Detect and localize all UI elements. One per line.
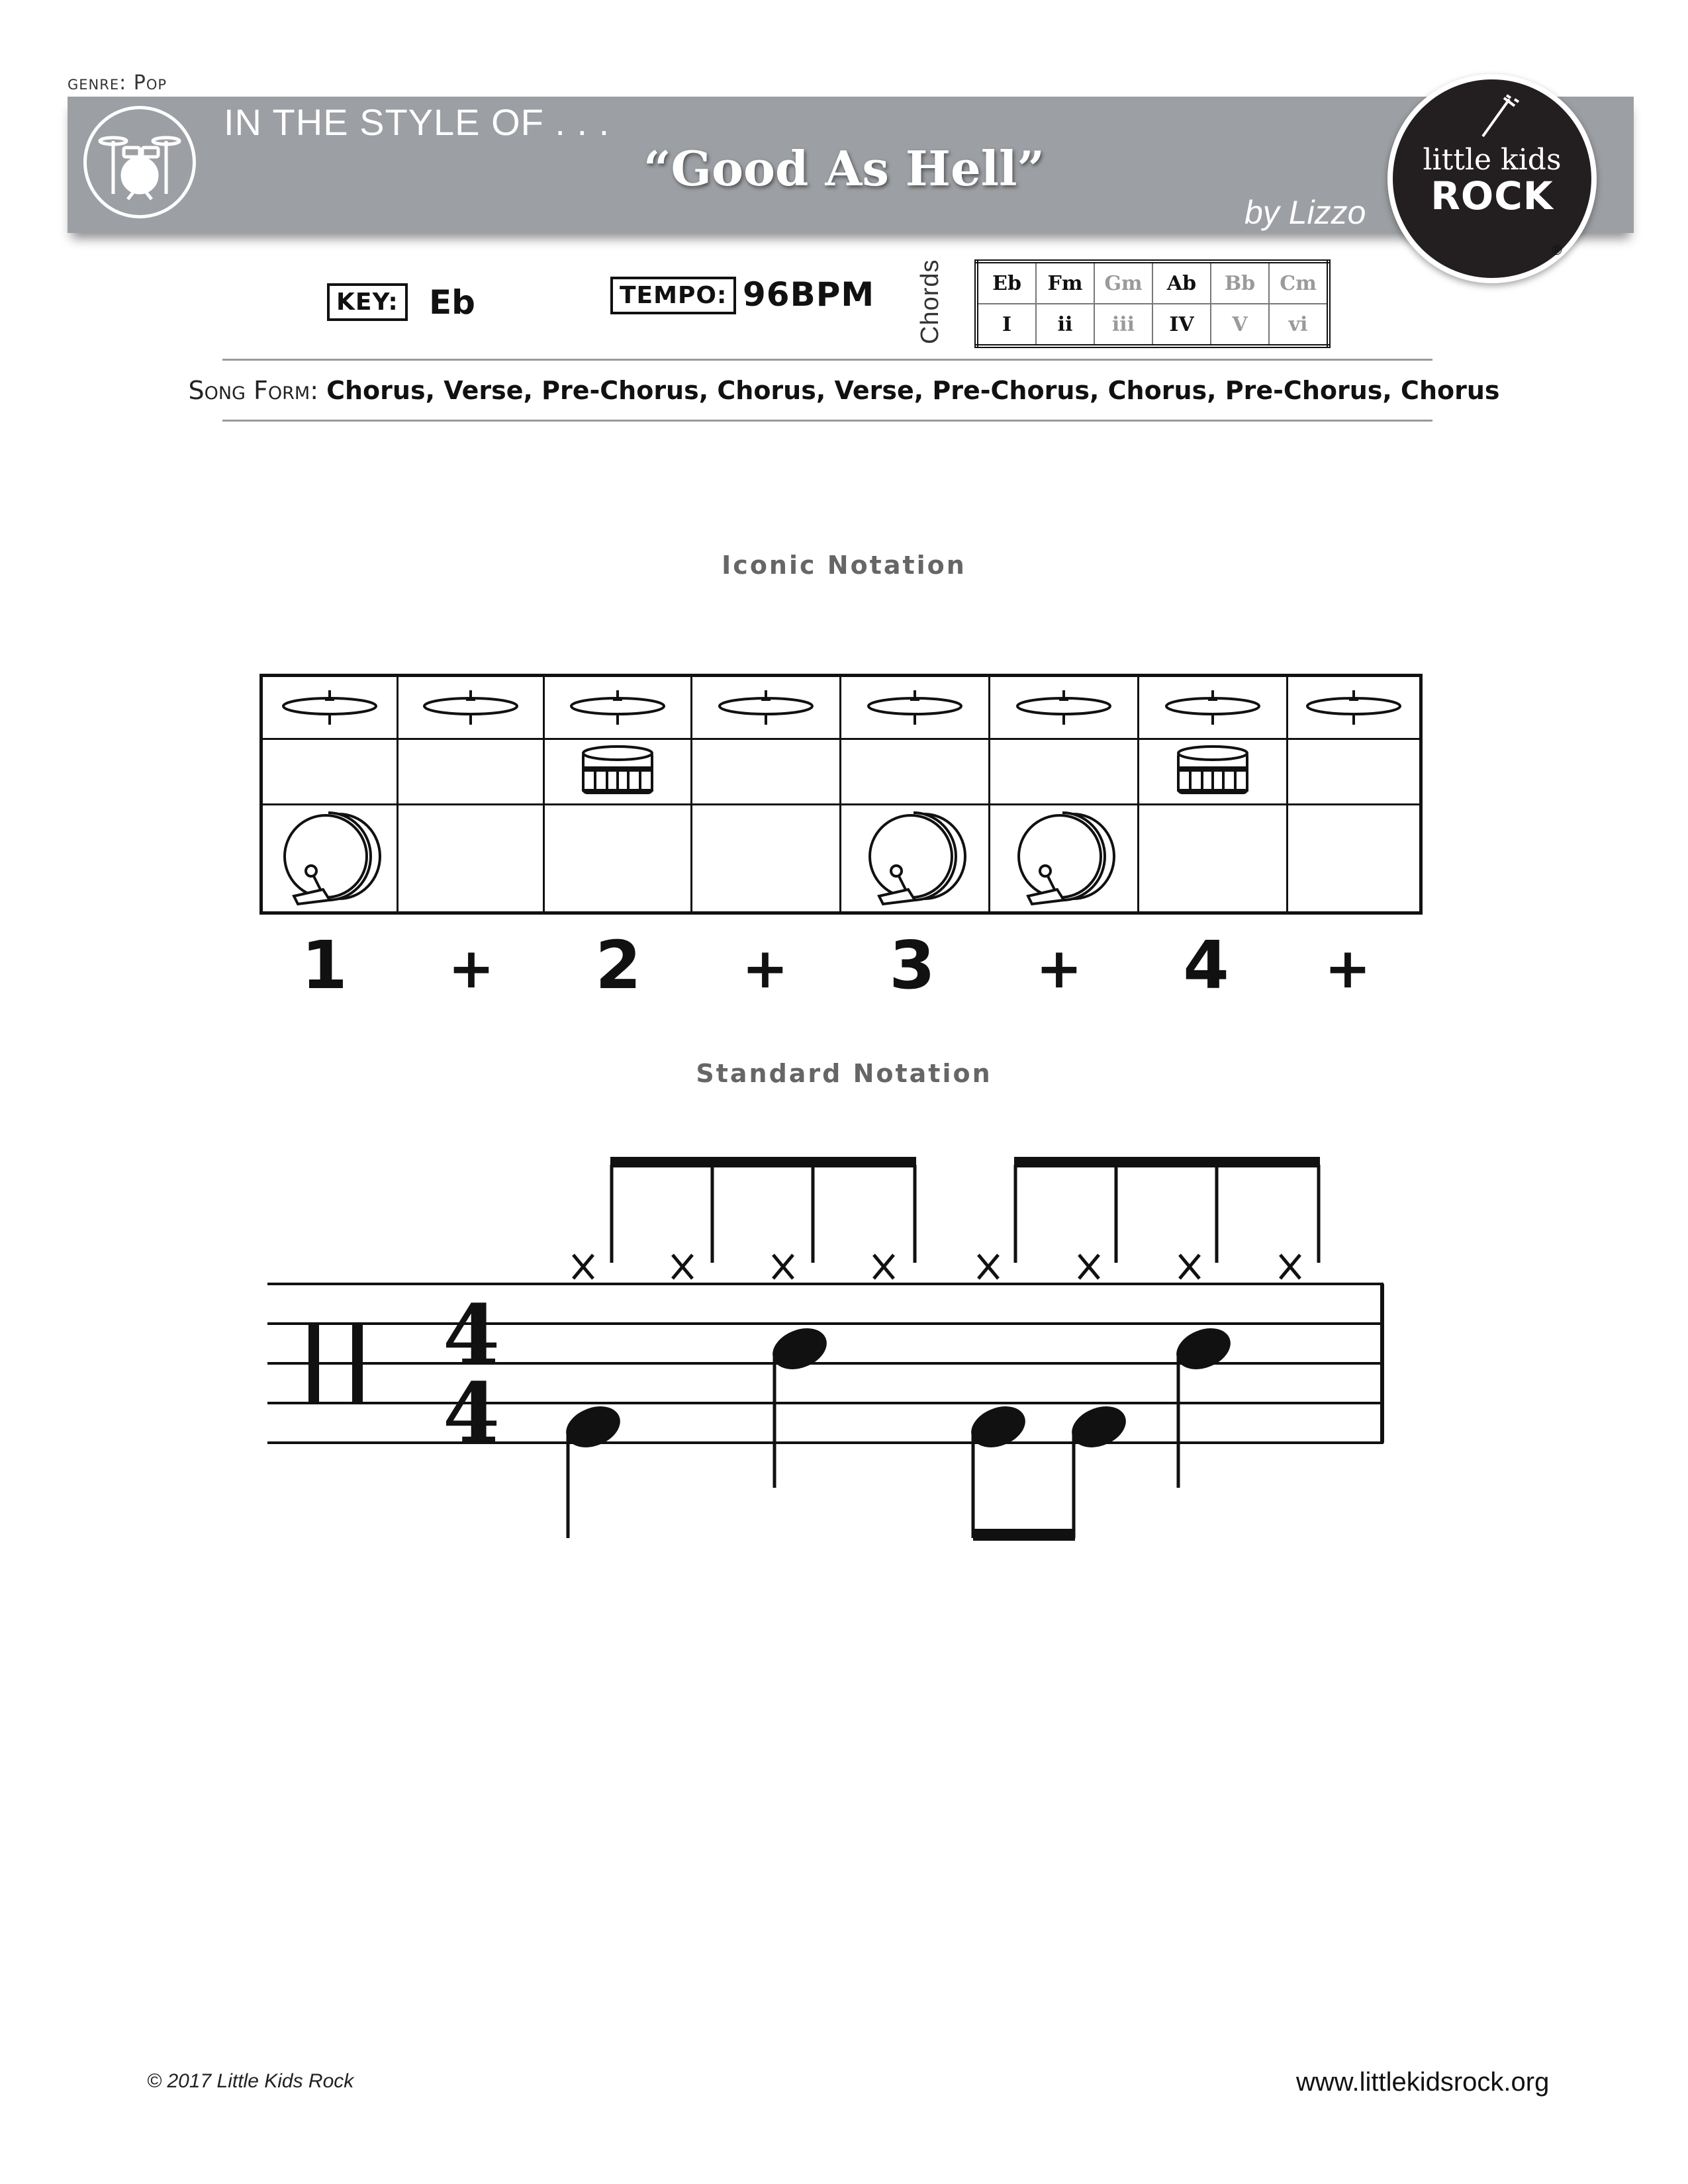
song-form-value: Chorus, Verse, Pre-Chorus, Chorus, Verse, Pre-Chorus, Chorus, Pre-Chorus, Chorus: [326, 376, 1500, 405]
artist-name: by Lizzo: [1244, 194, 1366, 231]
genre-line: [68, 71, 167, 95]
count-beat: 2: [595, 927, 641, 1004]
kick-row: [261, 805, 1421, 913]
snare-drum-icon: [579, 787, 656, 799]
standard-notation-title: Standard Notation: [696, 1059, 992, 1088]
hihat-cell: [692, 676, 841, 739]
hihat-cymbal-icon: [1014, 717, 1113, 730]
divider: [222, 420, 1432, 422]
divider: [222, 359, 1432, 361]
registered-mark: ®: [1550, 242, 1564, 258]
count-and: +: [1035, 936, 1083, 1001]
time-signature-top: 4: [442, 1287, 500, 1383]
bass-drum-icon: [862, 897, 968, 909]
snare-cell: [692, 739, 841, 805]
hihat-note: [874, 1255, 894, 1279]
hihat-note: [1280, 1255, 1300, 1279]
style-of-label: IN THE STYLE OF . . .: [224, 101, 610, 143]
hihat-cymbal-icon: [1163, 717, 1262, 730]
hihat-beam: [1014, 1157, 1320, 1167]
bass-drum-icon: [277, 897, 383, 909]
chord-name: Cm: [1269, 261, 1329, 304]
snare-cell: [1288, 739, 1421, 805]
snare-cell: [261, 739, 398, 805]
tempo-label: TEMPO:: [610, 277, 736, 314]
kick-cell: [261, 805, 398, 913]
count-beat: 4: [1183, 927, 1229, 1004]
chord-name: Bb: [1211, 261, 1269, 304]
count-and: +: [447, 936, 495, 1001]
hihat-note: [978, 1255, 998, 1279]
chord-numeral: iii: [1094, 304, 1152, 346]
song-form-label: Song Form:: [188, 376, 319, 405]
kick-note: [967, 1401, 1029, 1453]
snare-drum-icon: [1174, 787, 1251, 799]
chord-table: [974, 259, 1331, 348]
chord-numeral: IV: [1152, 304, 1211, 346]
count-and: +: [741, 936, 789, 1001]
snare-cell: [544, 739, 692, 805]
hihat-note: [1180, 1255, 1199, 1279]
genre-label: genre:: [68, 71, 127, 95]
song-title: “Good As Hell”: [643, 140, 1045, 197]
kick-beam: [973, 1529, 1075, 1541]
hihat-notes: [573, 1165, 1319, 1279]
chord-name: Eb: [976, 261, 1036, 304]
snare-notes: [769, 1323, 1235, 1488]
snare-cell: [990, 739, 1139, 805]
chord-numeral: V: [1211, 304, 1269, 346]
guitar-icon: [1474, 94, 1526, 140]
key-value: Eb: [429, 283, 475, 322]
iconic-notation-title: Iconic Notation: [722, 551, 966, 580]
kick-cell: [692, 805, 841, 913]
key-label: KEY:: [327, 283, 408, 321]
logo-text-line2: ROCK: [1430, 173, 1554, 218]
kick-cell: [398, 805, 544, 913]
snare-note: [1172, 1323, 1235, 1375]
chord-numeral: I: [976, 304, 1036, 346]
count-beat: 1: [301, 927, 348, 1004]
hihat-cell: [544, 676, 692, 739]
tempo-value: 96BPM: [743, 275, 875, 314]
hihat-cymbal-icon: [421, 717, 520, 730]
kick-cell: [1139, 805, 1288, 913]
hihat-cymbal-icon: [568, 717, 667, 730]
kick-note: [1068, 1401, 1130, 1453]
kick-cell: [1288, 805, 1421, 913]
count-and: +: [1324, 936, 1372, 1001]
chord-name: Gm: [1094, 261, 1152, 304]
snare-cell: [398, 739, 544, 805]
genre-value: Pop: [133, 71, 167, 95]
website-link[interactable]: www.littlekidsrock.org: [1296, 2068, 1550, 2097]
little-kids-rock-logo: [1387, 74, 1597, 283]
kick-cell: [990, 805, 1139, 913]
hihat-note: [673, 1255, 692, 1279]
hihat-cell: [398, 676, 544, 739]
snare-cell: [1139, 739, 1288, 805]
count-beat: 3: [889, 927, 935, 1004]
hihat-note: [1079, 1255, 1099, 1279]
hihat-cell: [990, 676, 1139, 739]
time-signature-bottom: 4: [442, 1365, 500, 1461]
chord-numeral: vi: [1269, 304, 1329, 346]
drum-staff: [0, 1125, 1688, 1562]
hihat-cell: [261, 676, 398, 739]
hihat-row: [261, 676, 1421, 739]
kick-cell: [544, 805, 692, 913]
hihat-cymbal-icon: [1304, 717, 1403, 730]
iconic-notation-grid: [259, 674, 1423, 915]
chord-name: Ab: [1152, 261, 1211, 304]
logo-text-line1: little kids: [1423, 143, 1562, 177]
hihat-cell: [1288, 676, 1421, 739]
kick-cell: [841, 805, 990, 913]
hihat-note: [573, 1255, 593, 1279]
snare-row: [261, 739, 1421, 805]
bass-drum-icon: [1011, 897, 1117, 909]
chord-names-row: [976, 261, 1329, 304]
hihat-cymbal-icon: [716, 717, 816, 730]
snare-note: [769, 1323, 831, 1375]
kick-note: [562, 1401, 624, 1453]
hihat-cell: [1139, 676, 1288, 739]
copyright: © 2017 Little Kids Rock: [147, 2070, 354, 2092]
chords-label: Chords: [916, 259, 944, 344]
chord-numeral: ii: [1036, 304, 1094, 346]
snare-cell: [841, 739, 990, 805]
song-form: [0, 376, 1688, 405]
hihat-cymbal-icon: [280, 717, 379, 730]
hihat-cell: [841, 676, 990, 739]
hihat-beam: [610, 1157, 916, 1167]
chord-numerals-row: [976, 304, 1329, 346]
hihat-cymbal-icon: [865, 717, 964, 730]
kick-notes: [562, 1401, 1130, 1538]
hihat-note: [773, 1255, 793, 1279]
chord-name: Fm: [1036, 261, 1094, 304]
